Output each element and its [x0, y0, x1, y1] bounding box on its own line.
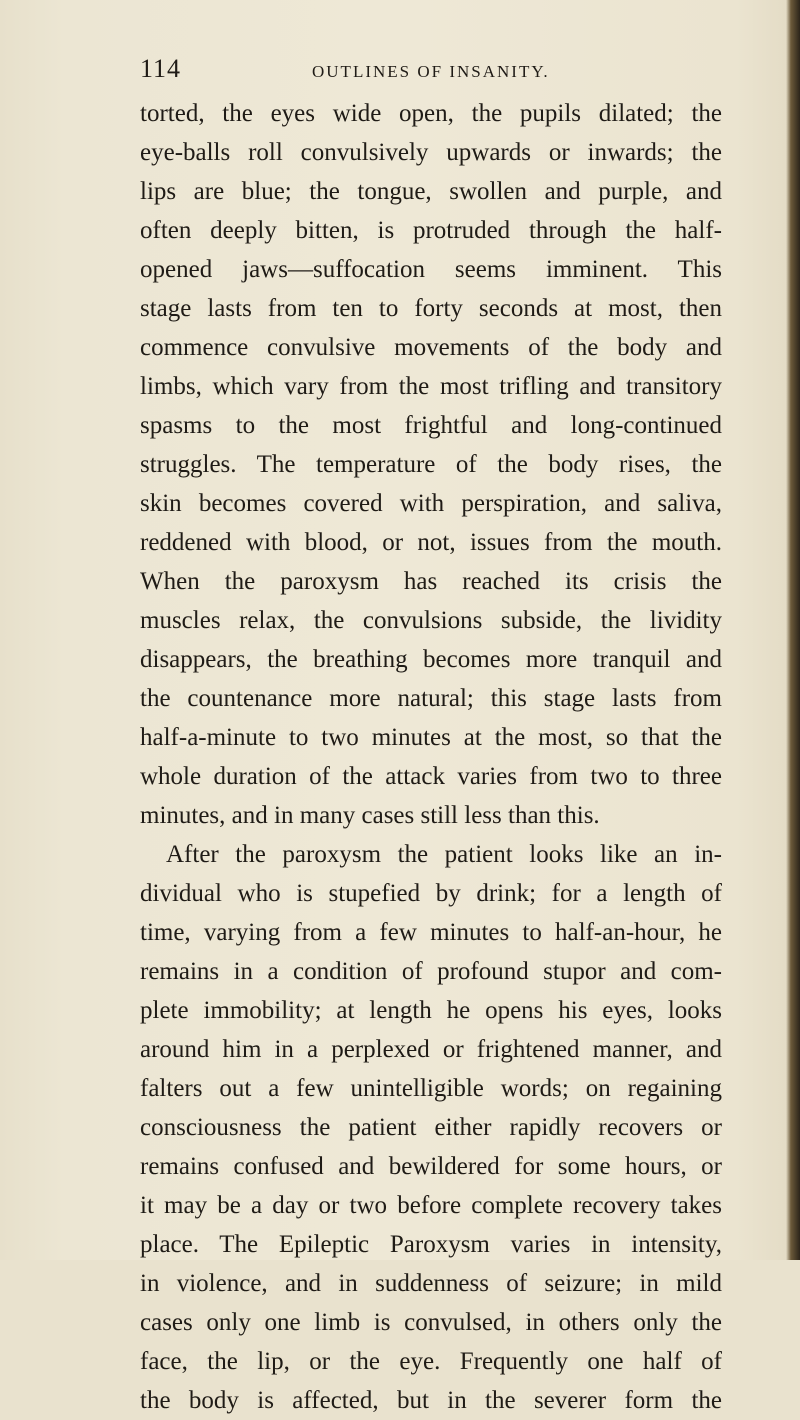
text-line: torted, the eyes wide open, the pupils dilated; the	[140, 100, 722, 127]
text-line: plete immobility; at length he opens his eyes, looks	[140, 997, 722, 1024]
text-line: often deeply bitten, is protruded through the half-	[140, 217, 722, 244]
page-edge-shadow	[786, 0, 800, 1260]
text-line: face, the lip, or the eye. Frequently one half of	[140, 1348, 722, 1375]
text-line: remains confused and bewildered for some hours, or	[140, 1153, 722, 1180]
text-line: skin becomes covered with perspiration, and saliva,	[140, 490, 722, 517]
text-line: time, varying from a few minutes to half-an-hour, he	[140, 919, 722, 946]
text-line: around him in a perplexed or frightened manner, and	[140, 1036, 722, 1063]
text-line: falters out a few unintelligible words; on regaining	[140, 1075, 722, 1102]
text-line: half-a-minute to two minutes at the most, so that the	[140, 724, 722, 751]
text-line: spasms to the most frightful and long-continued	[140, 412, 722, 439]
text-line: consciousness the patient either rapidly recovers or	[140, 1114, 722, 1141]
text-line: dividual who is stupefied by drink; for a length of	[140, 880, 722, 907]
text-line: struggles. The temperature of the body rises, the	[140, 451, 722, 478]
text-line: in violence, and in suddenness of seizure; in mild	[140, 1270, 722, 1297]
text-line: place. The Epileptic Paroxysm varies in intensity,	[140, 1231, 722, 1258]
text-line: eye-balls roll convulsively upwards or inwards; the	[140, 139, 722, 166]
text-line: cases only one limb is convulsed, in others only the	[140, 1309, 722, 1336]
text-line: reddened with blood, or not, issues from the mouth.	[140, 529, 722, 556]
text-line: limbs, which vary from the most trifling and transitory	[140, 373, 722, 400]
text-line: minutes, and in many cases still less than this.	[140, 802, 600, 829]
text-line: the body is affected, but in the severer form the	[140, 1387, 722, 1414]
text-line: it may be a day or two before complete recovery takes	[140, 1192, 722, 1219]
text-line: disappears, the breathing becomes more tranquil and	[140, 646, 722, 673]
text-line: muscles relax, the convulsions subside, the lividity	[140, 607, 722, 634]
paragraph-first-line: After the paroxysm the patient looks like an in-	[166, 841, 722, 868]
text-line: When the paroxysm has reached its crisis the	[140, 568, 722, 595]
page-number: 114	[140, 54, 182, 83]
text-line: whole duration of the attack varies from two to three	[140, 763, 722, 790]
text-line: lips are blue; the tongue, swollen and purple, and	[140, 178, 722, 205]
text-line: stage lasts from ten to forty seconds at most, then	[140, 295, 722, 322]
text-line: opened jaws—suffocation seems imminent. This	[140, 256, 722, 283]
running-head: OUTLINES OF INSANITY.	[312, 62, 550, 81]
page-header	[140, 54, 720, 90]
body-text	[140, 94, 722, 1420]
text-line: remains in a condition of profound stupor and com-	[140, 958, 722, 985]
text-line: the countenance more natural; this stage lasts from	[140, 685, 722, 712]
text-line: commence convulsive movements of the body and	[140, 334, 722, 361]
